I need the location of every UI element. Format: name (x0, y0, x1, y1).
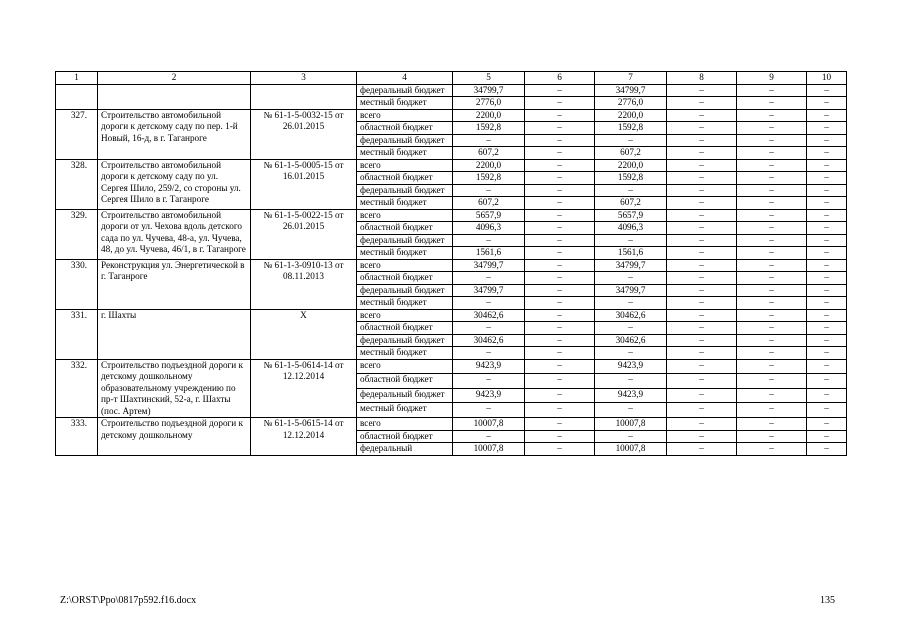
value-cell: – (525, 347, 595, 360)
value-cell: – (807, 443, 847, 456)
funding-source-cell: федеральный (357, 443, 453, 456)
value-cell: 2200,0 (453, 159, 525, 172)
table-row (56, 259, 847, 272)
funding-source-cell: местный бюджет (357, 197, 453, 210)
value-cell: – (525, 147, 595, 160)
value-cell: – (807, 134, 847, 147)
value-cell: 10007,8 (453, 443, 525, 456)
value-cell: – (453, 347, 525, 360)
value-cell: – (667, 347, 737, 360)
value-cell: 1561,6 (453, 247, 525, 260)
value-cell: – (667, 418, 737, 431)
value-cell: – (595, 403, 667, 418)
funding-source-cell: местный бюджет (357, 247, 453, 260)
funding-source-cell: областной бюджет (357, 222, 453, 235)
value-cell: – (525, 403, 595, 418)
value-cell: – (525, 159, 595, 172)
value-cell: 9423,9 (453, 359, 525, 374)
value-cell: – (453, 374, 525, 389)
value-cell: 30462,6 (595, 334, 667, 347)
value-cell: 34799,7 (595, 84, 667, 97)
value-cell: – (737, 222, 807, 235)
document-cell: № 61-1-5-0615-14 от 12.12.2014 (251, 418, 357, 456)
value-cell: – (667, 172, 737, 185)
document-cell (251, 84, 357, 109)
value-cell: – (453, 403, 525, 418)
value-cell: – (525, 184, 595, 197)
value-cell: – (807, 259, 847, 272)
value-cell: – (807, 84, 847, 97)
value-cell: – (807, 122, 847, 135)
value-cell: 2776,0 (595, 97, 667, 110)
value-cell: – (807, 272, 847, 285)
entry-number-cell: 327. (56, 109, 98, 159)
value-cell: 34799,7 (595, 284, 667, 297)
document-cell: № 61-1-5-0032-15 от 26.01.2015 (251, 109, 357, 159)
value-cell: – (525, 359, 595, 374)
value-cell: – (525, 234, 595, 247)
value-cell: – (667, 430, 737, 443)
value-cell: – (595, 322, 667, 335)
object-name-cell: Реконструкция ул. Энергетической в г. Таганроге (98, 259, 251, 309)
funding-source-cell: областной бюджет (357, 374, 453, 389)
funding-source-cell: всего (357, 209, 453, 222)
budget-table (55, 71, 847, 456)
entry-number-cell: 329. (56, 209, 98, 259)
funding-source-cell: федеральный бюджет (357, 284, 453, 297)
column-number-row (56, 72, 847, 85)
value-cell: – (737, 209, 807, 222)
value-cell: – (667, 359, 737, 374)
entry-number-cell: 331. (56, 309, 98, 359)
funding-source-cell: всего (357, 418, 453, 431)
value-cell: – (525, 374, 595, 389)
value-cell: – (453, 184, 525, 197)
document-cell: № 61-1-5-0005-15 от 16.01.2015 (251, 159, 357, 209)
value-cell: – (807, 334, 847, 347)
value-cell: – (737, 247, 807, 260)
value-cell: – (525, 209, 595, 222)
value-cell: 10007,8 (453, 418, 525, 431)
value-cell: – (525, 134, 595, 147)
value-cell: – (737, 122, 807, 135)
entry-number-cell: 330. (56, 259, 98, 309)
funding-source-cell: федеральный бюджет (357, 234, 453, 247)
entry-number-cell: 328. (56, 159, 98, 209)
object-name-cell: г. Шахты (98, 309, 251, 359)
value-cell: – (595, 234, 667, 247)
value-cell: – (525, 443, 595, 456)
funding-source-cell: областной бюджет (357, 172, 453, 185)
column-number: 1 (56, 72, 98, 85)
object-name-cell: Строительство подъездной дороги к детскому дошкольному (98, 418, 251, 456)
funding-source-cell: федеральный бюджет (357, 334, 453, 347)
value-cell: – (525, 309, 595, 322)
value-cell: – (737, 234, 807, 247)
value-cell: – (807, 297, 847, 310)
value-cell: – (807, 388, 847, 403)
funding-source-cell: всего (357, 159, 453, 172)
funding-source-cell: всего (357, 309, 453, 322)
value-cell: – (807, 172, 847, 185)
value-cell: – (737, 109, 807, 122)
value-cell: – (737, 172, 807, 185)
object-name-cell (98, 84, 251, 109)
value-cell: – (667, 184, 737, 197)
value-cell: – (667, 247, 737, 260)
value-cell: – (737, 359, 807, 374)
value-cell: – (737, 297, 807, 310)
value-cell: – (807, 309, 847, 322)
funding-source-cell: областной бюджет (357, 322, 453, 335)
value-cell: – (737, 147, 807, 160)
value-cell: 5657,9 (595, 209, 667, 222)
funding-source-cell: всего (357, 259, 453, 272)
value-cell: – (453, 134, 525, 147)
value-cell: – (525, 322, 595, 335)
table-row (56, 418, 847, 431)
value-cell: 30462,6 (453, 309, 525, 322)
value-cell: – (737, 322, 807, 335)
value-cell: – (667, 197, 737, 210)
document-cell: X (251, 309, 357, 359)
value-cell: – (595, 272, 667, 285)
value-cell: 9423,9 (595, 359, 667, 374)
value-cell: – (737, 403, 807, 418)
value-cell: – (525, 272, 595, 285)
value-cell: 34799,7 (453, 259, 525, 272)
value-cell: – (667, 403, 737, 418)
value-cell: – (807, 147, 847, 160)
value-cell: – (807, 403, 847, 418)
value-cell: – (667, 309, 737, 322)
value-cell: – (595, 374, 667, 389)
funding-source-cell: местный бюджет (357, 403, 453, 418)
value-cell: 9423,9 (595, 388, 667, 403)
funding-source-cell: всего (357, 359, 453, 374)
value-cell: – (667, 97, 737, 110)
funding-source-cell: всего (357, 109, 453, 122)
value-cell: – (667, 109, 737, 122)
value-cell: – (667, 122, 737, 135)
value-cell: – (525, 247, 595, 260)
value-cell: 2776,0 (453, 97, 525, 110)
funding-source-cell: федеральный бюджет (357, 134, 453, 147)
value-cell: 10007,8 (595, 418, 667, 431)
footer-file-path: Z:\ORST\Ppo\0817p592.f16.docx (60, 595, 197, 606)
column-number: 4 (357, 72, 453, 85)
value-cell: 34799,7 (453, 84, 525, 97)
entry-number-cell: 333. (56, 418, 98, 456)
value-cell: 30462,6 (453, 334, 525, 347)
value-cell: – (525, 197, 595, 210)
column-number: 10 (807, 72, 847, 85)
value-cell: 1561,6 (595, 247, 667, 260)
object-name-cell: Строительство автомобильной дороги от ул. Чехова вдоль детского сада по ул. Чучева, 48-а, ул. Чучева, 48, до ул. Чучева, 46/1, в г. Таганроге (98, 209, 251, 259)
document-cell: № 61-1-5-0614-14 от 12.12.2014 (251, 359, 357, 418)
value-cell: – (807, 284, 847, 297)
value-cell: – (525, 430, 595, 443)
value-cell: – (667, 259, 737, 272)
funding-source-cell: местный бюджет (357, 147, 453, 160)
value-cell: – (807, 209, 847, 222)
object-name-cell: Строительство автомобильной дороги к детскому саду по пер. 1-й Новый, 16-д, в г. Таганроге (98, 109, 251, 159)
value-cell: – (807, 97, 847, 110)
value-cell: – (453, 322, 525, 335)
value-cell: 1592,8 (453, 122, 525, 135)
value-cell: – (737, 443, 807, 456)
column-number: 2 (98, 72, 251, 85)
value-cell: 2200,0 (595, 159, 667, 172)
value-cell: – (737, 430, 807, 443)
value-cell: 4096,3 (595, 222, 667, 235)
object-name-cell: Строительство автомобильной дороги к детскому саду по ул. Сергея Шило, 259/2, со стороны ул. Сергея Шило в г. Таганроге (98, 159, 251, 209)
value-cell: – (807, 197, 847, 210)
value-cell: – (525, 84, 595, 97)
value-cell: – (525, 222, 595, 235)
value-cell: 607,2 (453, 147, 525, 160)
value-cell: – (525, 122, 595, 135)
value-cell: – (595, 430, 667, 443)
column-number: 5 (453, 72, 525, 85)
value-cell: 607,2 (453, 197, 525, 210)
value-cell: – (737, 418, 807, 431)
entry-number-cell: 332. (56, 359, 98, 418)
column-number: 6 (525, 72, 595, 85)
value-cell: – (807, 184, 847, 197)
column-number: 7 (595, 72, 667, 85)
value-cell: – (737, 184, 807, 197)
value-cell: – (667, 272, 737, 285)
value-cell: – (807, 247, 847, 260)
value-cell: – (737, 197, 807, 210)
value-cell: – (667, 234, 737, 247)
document-cell: № 61-1-3-0910-13 от 08.11.2013 (251, 259, 357, 309)
value-cell: – (595, 347, 667, 360)
value-cell: – (525, 172, 595, 185)
value-cell: – (453, 272, 525, 285)
value-cell: – (595, 297, 667, 310)
value-cell: – (667, 297, 737, 310)
value-cell: – (667, 443, 737, 456)
value-cell: – (667, 388, 737, 403)
entry-number-cell (56, 84, 98, 109)
value-cell: – (525, 388, 595, 403)
value-cell: 10007,8 (595, 443, 667, 456)
object-name-cell: Строительство подъездной дороги к детскому дошкольному образовательному учреждению по пр-т Шахтинский, 52-а, г. Шахты (пос. Артем) (98, 359, 251, 418)
value-cell: – (667, 147, 737, 160)
funding-source-cell: федеральный бюджет (357, 388, 453, 403)
value-cell: – (595, 134, 667, 147)
funding-source-cell: местный бюджет (357, 97, 453, 110)
value-cell: – (737, 334, 807, 347)
value-cell: 30462,6 (595, 309, 667, 322)
document-cell: № 61-1-5-0022-15 от 26.01.2015 (251, 209, 357, 259)
value-cell: – (737, 309, 807, 322)
value-cell: – (525, 259, 595, 272)
table-row (56, 359, 847, 374)
funding-source-cell: областной бюджет (357, 122, 453, 135)
table-row (56, 109, 847, 122)
value-cell: – (595, 184, 667, 197)
value-cell: – (807, 322, 847, 335)
value-cell: – (807, 159, 847, 172)
value-cell: – (737, 159, 807, 172)
column-number: 8 (667, 72, 737, 85)
value-cell: – (525, 109, 595, 122)
value-cell: – (525, 284, 595, 297)
value-cell: – (667, 284, 737, 297)
value-cell: – (737, 347, 807, 360)
value-cell: 1592,8 (595, 172, 667, 185)
value-cell: 607,2 (595, 147, 667, 160)
value-cell: – (737, 388, 807, 403)
funding-source-cell: областной бюджет (357, 430, 453, 443)
value-cell: – (667, 209, 737, 222)
value-cell: – (737, 84, 807, 97)
value-cell: – (525, 334, 595, 347)
value-cell: – (807, 374, 847, 389)
funding-source-cell: местный бюджет (357, 297, 453, 310)
value-cell: – (807, 430, 847, 443)
value-cell: – (667, 374, 737, 389)
value-cell: – (453, 297, 525, 310)
value-cell: – (807, 109, 847, 122)
funding-source-cell: федеральный бюджет (357, 184, 453, 197)
value-cell: – (667, 322, 737, 335)
page-number: 135 (820, 595, 835, 606)
table-row (56, 209, 847, 222)
value-cell: – (737, 284, 807, 297)
value-cell: – (737, 374, 807, 389)
value-cell: – (807, 418, 847, 431)
value-cell: – (667, 159, 737, 172)
value-cell: 2200,0 (453, 109, 525, 122)
funding-source-cell: областной бюджет (357, 272, 453, 285)
column-number: 3 (251, 72, 357, 85)
value-cell: – (525, 97, 595, 110)
value-cell: – (807, 234, 847, 247)
value-cell: – (737, 272, 807, 285)
value-cell: – (525, 297, 595, 310)
value-cell: 9423,9 (453, 388, 525, 403)
value-cell: 34799,7 (453, 284, 525, 297)
table-row (56, 84, 847, 97)
value-cell: 2200,0 (595, 109, 667, 122)
value-cell: – (667, 222, 737, 235)
value-cell: – (453, 430, 525, 443)
column-number: 9 (737, 72, 807, 85)
value-cell: – (667, 84, 737, 97)
value-cell: 1592,8 (453, 172, 525, 185)
value-cell: – (667, 334, 737, 347)
value-cell: 4096,3 (453, 222, 525, 235)
value-cell: – (737, 97, 807, 110)
funding-source-cell: федеральный бюджет (357, 84, 453, 97)
funding-source-cell: местный бюджет (357, 347, 453, 360)
value-cell: 5657,9 (453, 209, 525, 222)
value-cell: – (453, 234, 525, 247)
value-cell: – (737, 134, 807, 147)
value-cell: – (667, 134, 737, 147)
value-cell: – (737, 259, 807, 272)
table-row (56, 309, 847, 322)
table-body (56, 72, 847, 456)
value-cell: – (525, 418, 595, 431)
table-row (56, 159, 847, 172)
value-cell: 1592,8 (595, 122, 667, 135)
value-cell: – (807, 347, 847, 360)
value-cell: 34799,7 (595, 259, 667, 272)
value-cell: 607,2 (595, 197, 667, 210)
value-cell: – (807, 359, 847, 374)
value-cell: – (807, 222, 847, 235)
